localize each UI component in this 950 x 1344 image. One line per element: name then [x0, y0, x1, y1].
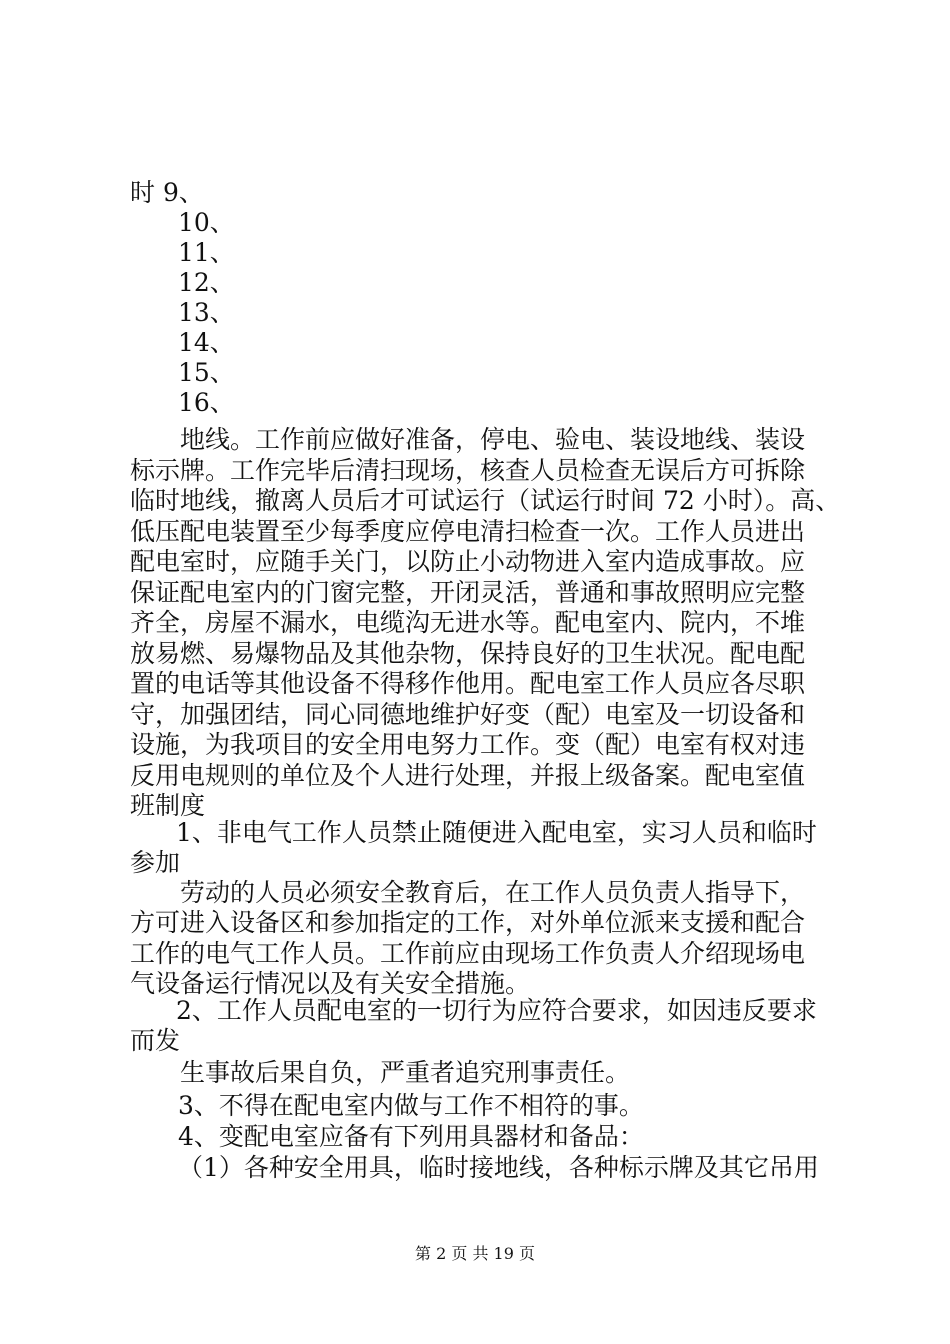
text-line: 守，加强团结，同心同德地维护好变（配）电室及一切设备和: [130, 700, 806, 729]
text-line: 放易燃、易爆物品及其他杂物，保持良好的卫生状况。配电配: [130, 639, 806, 668]
text-line: 气设备运行情况以及有关安全措施。: [130, 969, 531, 998]
text-line: 临时地线，撤离人员后才可试运行（试运行时间 72 小时）。高、: [130, 486, 841, 515]
text-line: 低压配电装置至少每季度应停电清扫检查一次。工作人员进出: [130, 517, 806, 546]
text-line: 标示牌。工作完毕后清扫现场，核查人员检查无误后方可拆除: [130, 456, 806, 485]
text-line: 工作的电气工作人员。工作前应由现场工作负责人介绍现场电: [130, 939, 806, 968]
text-line: 14、: [178, 328, 235, 357]
text-line: 12、: [178, 268, 235, 297]
text-line: 4、变配电室应备有下列用具器材和备品：: [178, 1122, 644, 1151]
text-line: 班制度: [130, 791, 206, 820]
text-line: 反用电规则的单位及个人进行处理，并报上级备案。配电室值: [130, 761, 806, 790]
text-line: 10、: [178, 208, 235, 237]
text-line: 1、非电气工作人员禁止随便进入配电室，实习人员和临时: [176, 818, 817, 847]
text-line: 参加: [130, 848, 181, 877]
text-line: 齐全，房屋不漏水，电缆沟无进水等。配电室内、院内，不堆: [130, 608, 806, 637]
text-line: 劳动的人员必须安全教育后，在工作人员负责人指导下，: [180, 878, 806, 907]
text-line: 11、: [178, 238, 235, 267]
page-number-footer: 第 2 页 共 19 页: [415, 1244, 535, 1263]
text-line: 15、: [178, 358, 235, 387]
text-line: 时 9、: [130, 178, 204, 207]
text-line: 3、不得在配电室内做与工作不相符的事。: [178, 1091, 644, 1120]
text-line: 设施，为我项目的安全用电努力工作。变（配）电室有权对违: [130, 730, 806, 759]
text-line: 方可进入设备区和参加指定的工作，对外单位派来支援和配合: [130, 908, 806, 937]
text-line: （1）各种安全用具，临时接地线，各种标示牌及其它吊用: [178, 1153, 819, 1182]
text-line: 配电室时，应随手关门，以防止小动物进入室内造成事故。应: [130, 547, 806, 576]
text-line: 置的电话等其他设备不得移作他用。配电室工作人员应各尽职: [130, 669, 806, 698]
text-line: 16、: [178, 388, 235, 417]
text-line: 而发: [130, 1026, 181, 1055]
text-line: 保证配电室内的门窗完整，开闭灵活，普通和事故照明应完整: [130, 578, 806, 607]
text-line: 13、: [178, 298, 235, 327]
text-line: 2、工作人员配电室的一切行为应符合要求，如因违反要求: [176, 996, 817, 1025]
text-line: 地线。工作前应做好准备，停电、验电、装设地线、装设: [180, 425, 806, 454]
text-line: 生事故后果自负，严重者追究刑事责任。: [180, 1058, 631, 1087]
